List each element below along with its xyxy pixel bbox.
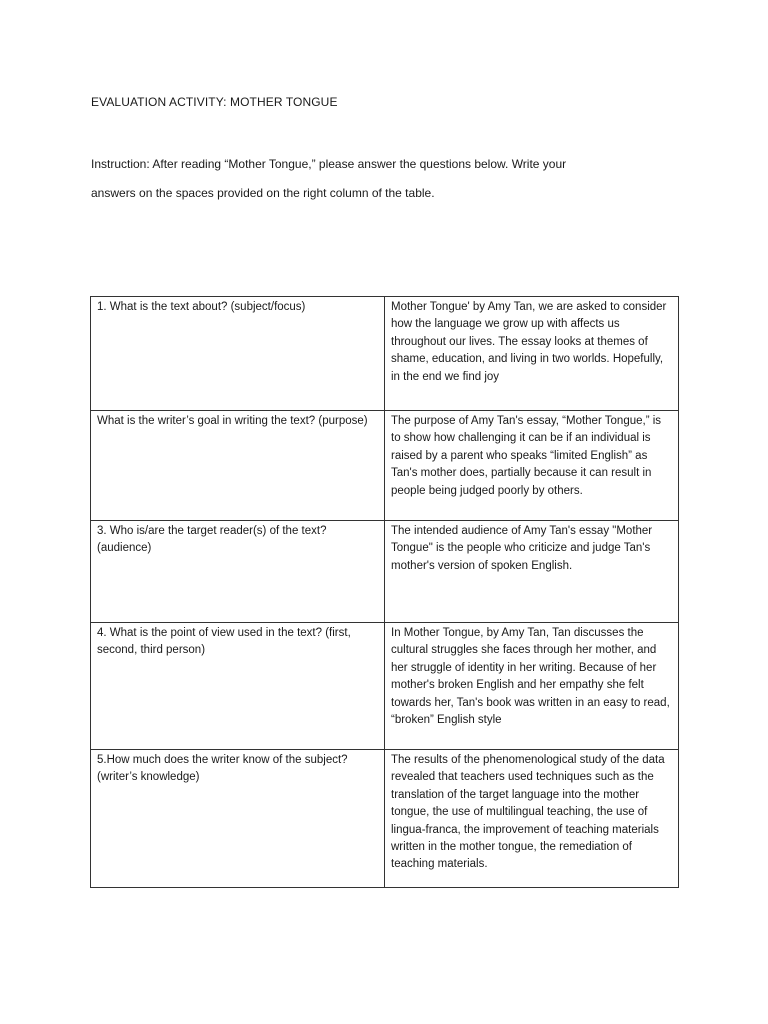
question-cell: 5.How much does the writer know of the subject? (writer’s knowledge) [91,750,385,888]
table-row [91,623,679,750]
answer-cell: The intended audience of Amy Tan's essay "Mother Tongue" is the people who criticize and judge Tan's mother's version of spoken English. [385,521,679,623]
answer-cell: Mother Tongue' by Amy Tan, we are asked to consider how the language we grow up with affects us throughout our lives. The essay looks at themes of shame, education, and living in two worlds. Hopefully, in the end we find joy [385,297,679,411]
answer-cell: The purpose of Amy Tan's essay, “Mother Tongue,” is to show how challenging it can be if an individual is raised by a parent who speaks “limited English” as Tan's mother does, partially because it can result in people being judged poorly by others. [385,411,679,521]
question-cell: 1. What is the text about? (subject/focus) [91,297,385,411]
instruction-line-1: Instruction: After reading “Mother Tongue,” please answer the questions below. Write your [91,157,567,171]
question-answer-table [90,296,679,888]
table-row [91,297,679,411]
answer-cell: In Mother Tongue, by Amy Tan, Tan discusses the cultural struggles she faces through her mother, and her struggle of identity in her writing. Because of her mother's broken English and her empathy she felt towards her, Tan's book was written in an easy to read, “broken” English style [385,623,679,750]
instruction-text [91,150,651,208]
table-row [91,750,679,888]
answer-cell: The results of the phenomenological study of the data revealed that teachers used techniques such as the translation of the target language into the mother tongue, the use of multilingual teaching, the use of lingua-franca, the improvement of teaching materials written in the mother tongue, the remediation of teaching materials. [385,750,679,888]
page-title: EVALUATION ACTIVITY: MOTHER TONGUE [91,95,338,109]
question-cell: 3. Who is/are the target reader(s) of the text? (audience) [91,521,385,623]
table-row [91,411,679,521]
question-cell: 4. What is the point of view used in the text? (first, second, third person) [91,623,385,750]
question-cell: What is the writer’s goal in writing the text? (purpose) [91,411,385,521]
instruction-line-2: answers on the spaces provided on the right column of the table. [91,186,435,200]
table-row [91,521,679,623]
